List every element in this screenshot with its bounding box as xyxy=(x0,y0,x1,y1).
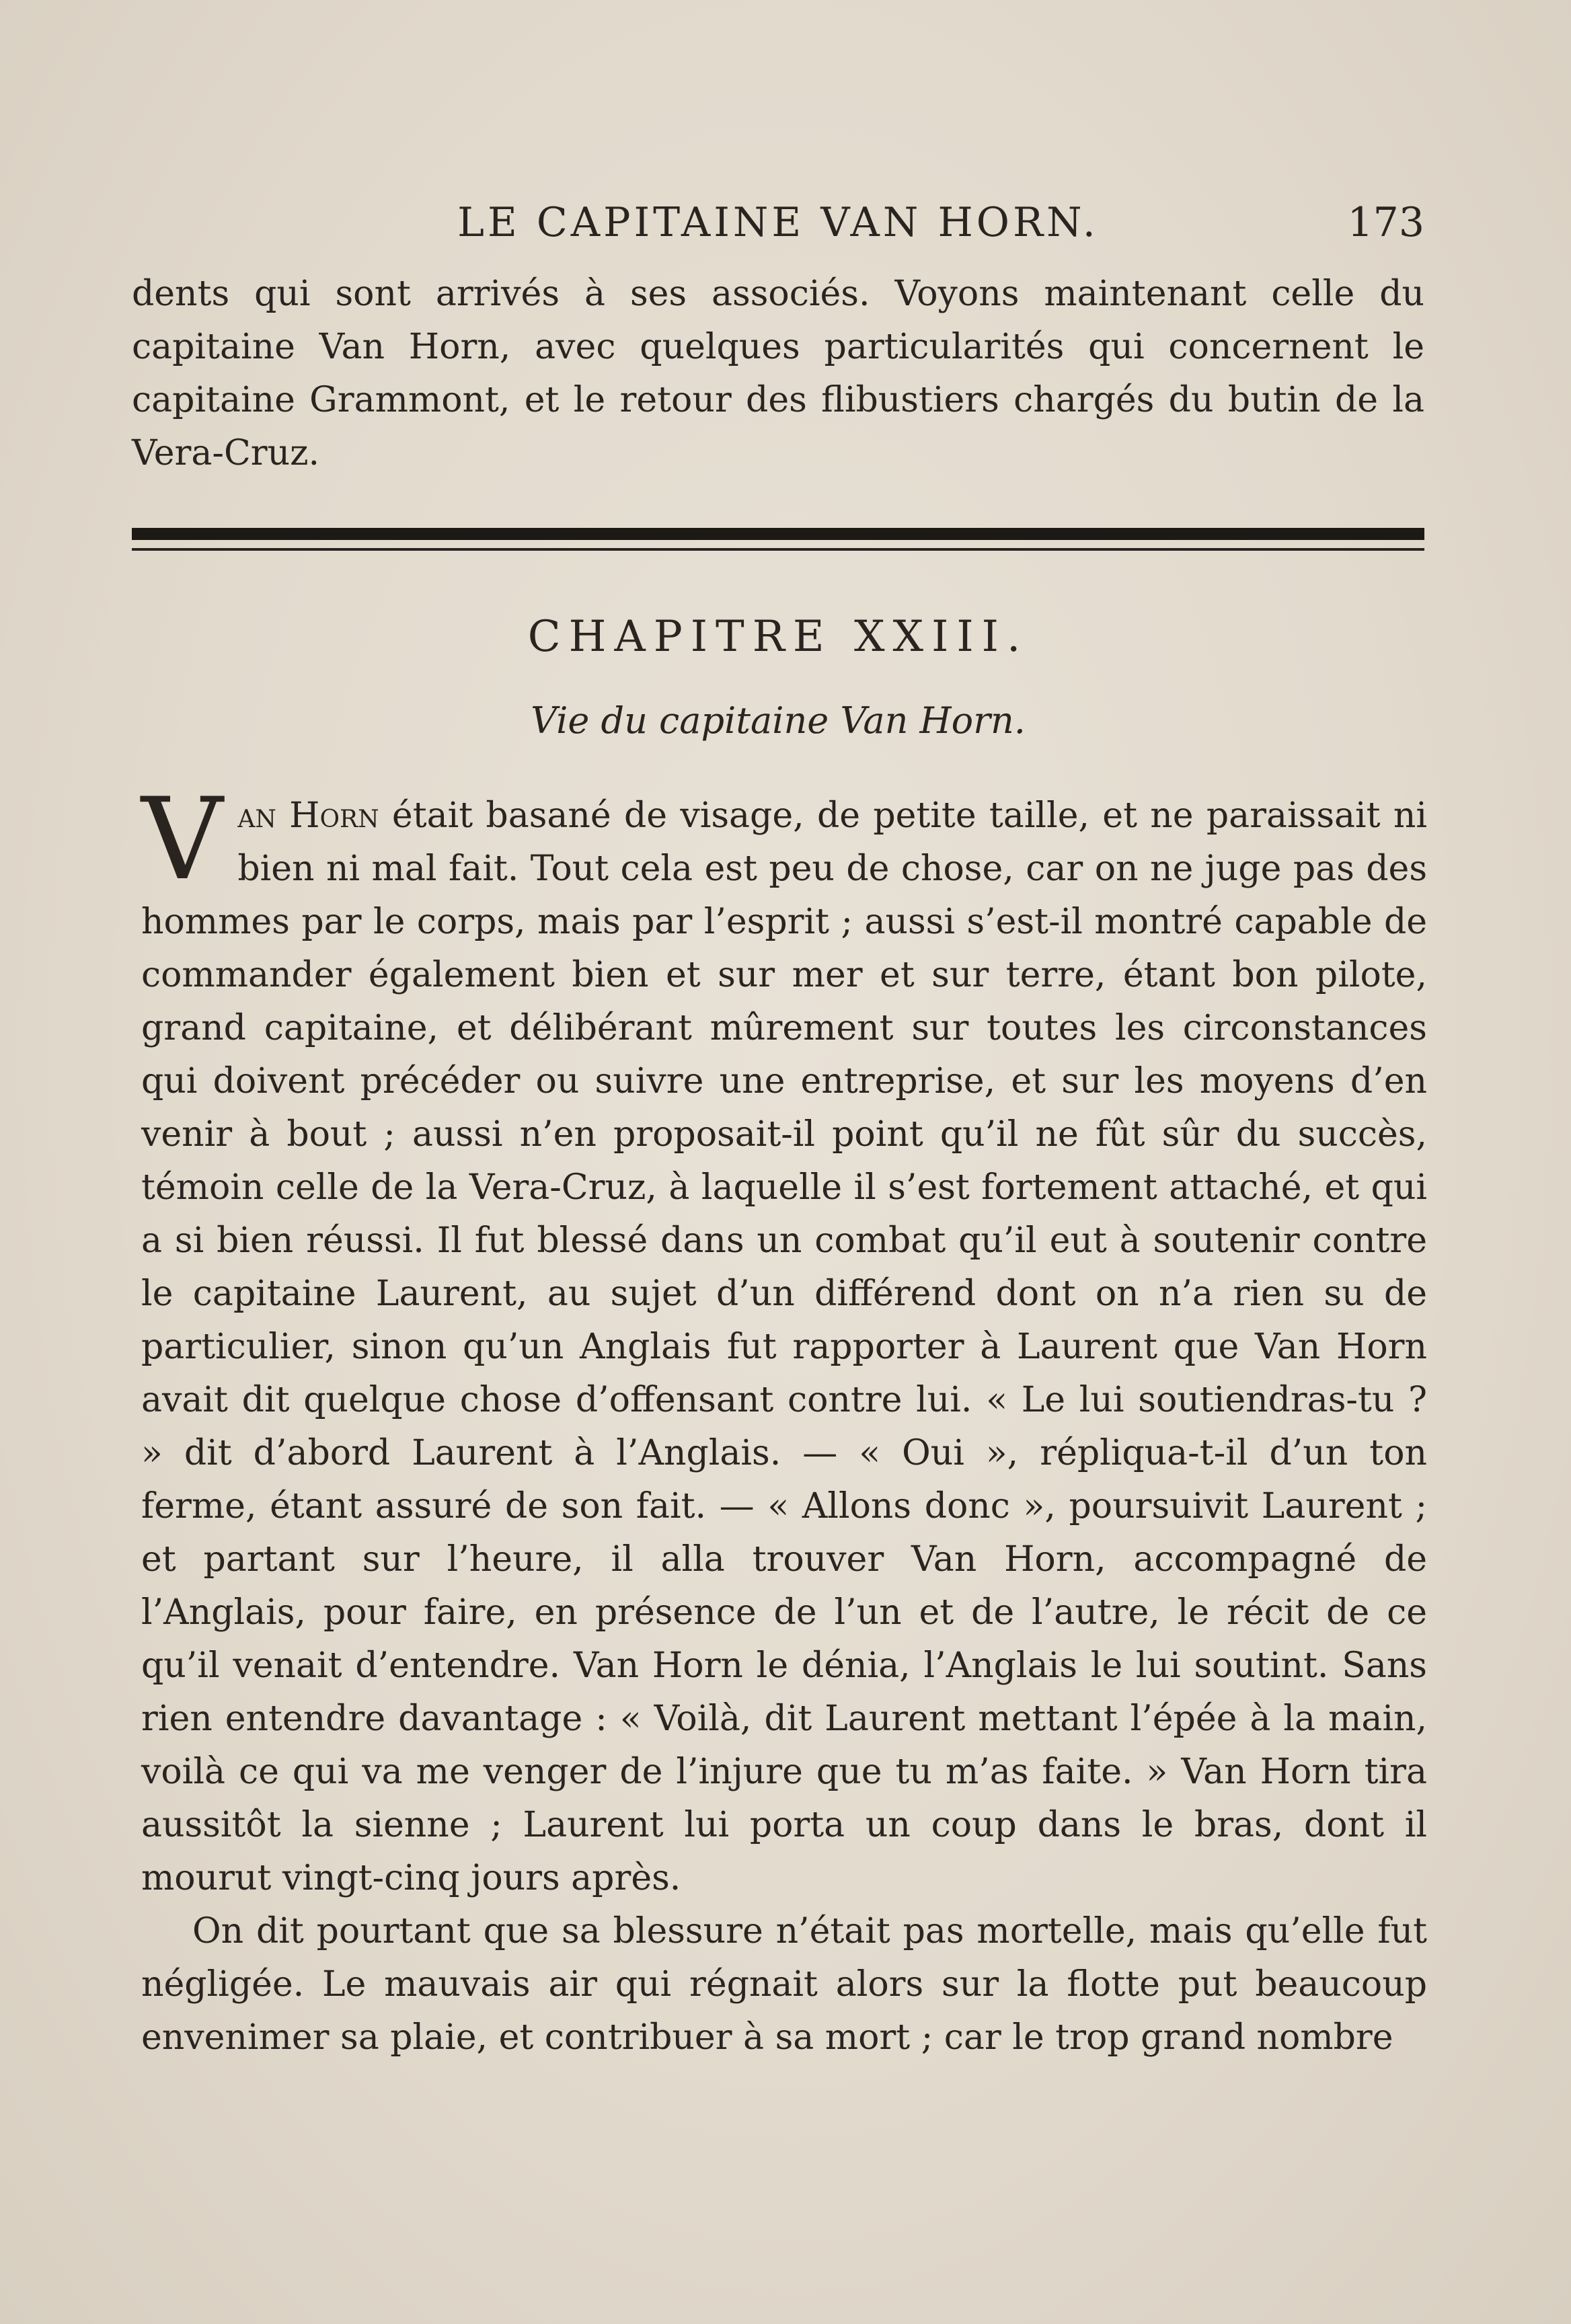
opening-smallcaps: an Horn xyxy=(237,796,379,836)
body-paragraph-2: On dit pourtant que sa blessure n’était pas mortelle, mais qu’elle fut négligée. Le mauvais air qui régnait alors sur la flotte put beaucoup envenimer sa plaie, et contribuer à sa mort ; car le trop grand nombre xyxy=(141,1911,1427,2058)
chapter-rule-thick xyxy=(132,528,1424,540)
paragraph-1-text: était basané de visage, de petite taille, et ne paraissait ni bien ni mal fait. Tout cela est peu de chose, car on ne juge pas des hommes par le corps, mais par l’esprit ; aussi s’est-il montré capable de commander également bien et sur mer et sur terre, étant bon pilote, grand capitaine, et délibérant mûrement sur toutes les circonstances qui doivent précéder ou suivre une entreprise, et sur les moyens d’en venir à bout ; aussi n’en proposait-il point qu’il ne fût sûr du succès, témoin celle de la Vera-Cruz, à laquelle il s’est fortement attaché, et qui a si bien réussi. Il fut blessé dans un combat qu’il eut à soutenir contre le capitaine Laurent, au sujet d’un différend dont on n’a rien su de particulier, sinon qu’un Anglais fut rapporter à Laurent que Van Horn avait dit quelque chose d’offensant contre lui. « Le lui soutiendras-tu ? » dit d’abord Laurent à l’Anglais. — « Oui », répliqua-t-il d’un ton ferme, étant assuré de son fait. — « Allons donc », poursuivit Laurent ; et partant sur l’heure, il alla trouver Van Horn, accompagné de l’Anglais, pour faire, en présence de l’un et de l’autre, le récit de ce qu’il venait d’entendre. Van Horn le dénia, l’Anglais le lui soutint. Sans rien entendre davantage : « Voilà, dit Laurent mettant l’épée à la main, voilà ce qui va me venger de l’injure que tu m’as faite. » Van Horn tira aussitôt la sienne ; Laurent lui porta un coup dans le bras, dont il mourut vingt-cinq jours après. xyxy=(141,796,1427,1898)
page-number: 173 xyxy=(1347,199,1424,246)
chapter-subtitle: Vie du capitaine Van Horn. xyxy=(531,699,1026,742)
chapter-body xyxy=(141,773,1427,2064)
running-title: LE CAPITAINE VAN HORN. xyxy=(457,199,1099,246)
chapter-heading: CHAPITRE XXIII. xyxy=(527,612,1029,662)
carry-over-paragraph xyxy=(132,268,1424,480)
carry-over-text: dents qui sont arrivés à ses associés. Voyons maintenant celle du capitaine Van Horn, avec quelques particularités qui concernent le capitaine Grammont, et le retour des flibustiers chargés du butin de la Vera-Cruz. xyxy=(132,274,1424,473)
body-paragraph-1 xyxy=(141,773,1427,1905)
running-head xyxy=(132,192,1424,260)
chapter-rule-thin xyxy=(132,548,1424,551)
drop-cap: V xyxy=(141,773,223,905)
